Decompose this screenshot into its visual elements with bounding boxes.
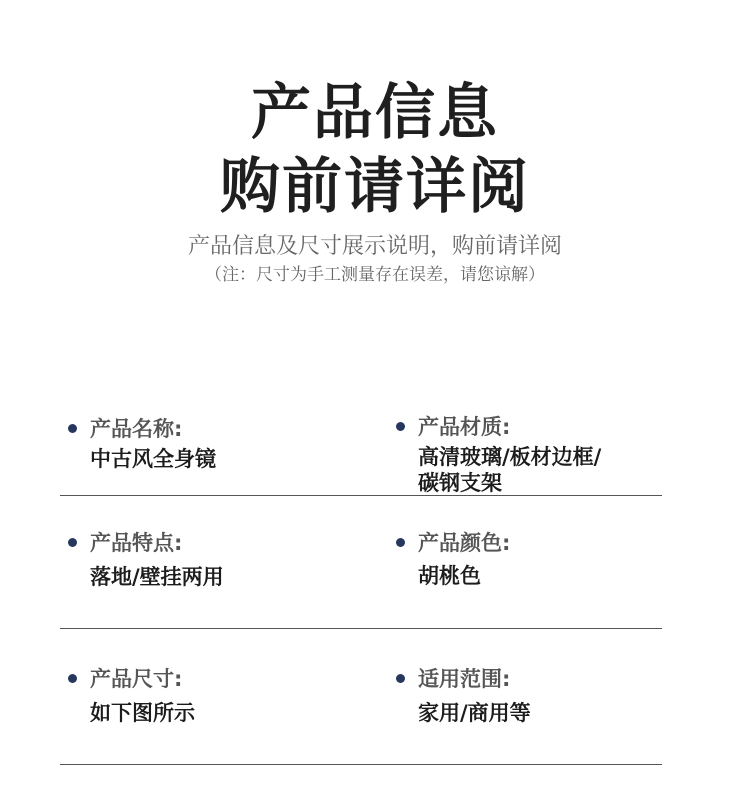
bullet-dot-icon bbox=[68, 424, 77, 433]
bullet-dot-icon bbox=[396, 674, 405, 683]
row-divider bbox=[60, 628, 662, 629]
bullet-dot-icon bbox=[396, 422, 405, 431]
spec-value-line-1: 高清玻璃/板材边框/ bbox=[418, 445, 602, 469]
spec-value: 如下图所示 bbox=[90, 701, 195, 725]
page-title: 产品信息 bbox=[251, 78, 499, 148]
description-text: 产品信息及尺寸展示说明，购前请详阅 bbox=[187, 234, 562, 259]
bullet-dot-icon bbox=[68, 538, 77, 547]
spec-label: 产品尺寸: bbox=[90, 667, 183, 691]
spec-value: 落地/壁挂两用 bbox=[90, 565, 224, 589]
spec-label: 产品材质: bbox=[418, 415, 511, 439]
bullet-dot-icon bbox=[68, 674, 77, 683]
bullet-dot-icon bbox=[396, 538, 405, 547]
page-subtitle-heading: 购前请详阅 bbox=[220, 152, 530, 222]
spec-label: 适用范围: bbox=[418, 667, 511, 691]
spec-value: 胡桃色 bbox=[418, 564, 481, 588]
spec-value: 中古风全身镜 bbox=[90, 447, 216, 471]
spec-label: 产品名称: bbox=[90, 417, 183, 441]
spec-value-line-2: 碳钢支架 bbox=[418, 471, 502, 495]
spec-value: 家用/商用等 bbox=[418, 701, 531, 725]
spec-label: 产品颜色: bbox=[418, 531, 511, 555]
row-divider bbox=[60, 764, 662, 765]
row-divider bbox=[60, 495, 662, 496]
measurement-note: （注：尺寸为手工测量存在误差，请您谅解） bbox=[205, 265, 545, 285]
spec-label: 产品特点: bbox=[90, 531, 183, 555]
